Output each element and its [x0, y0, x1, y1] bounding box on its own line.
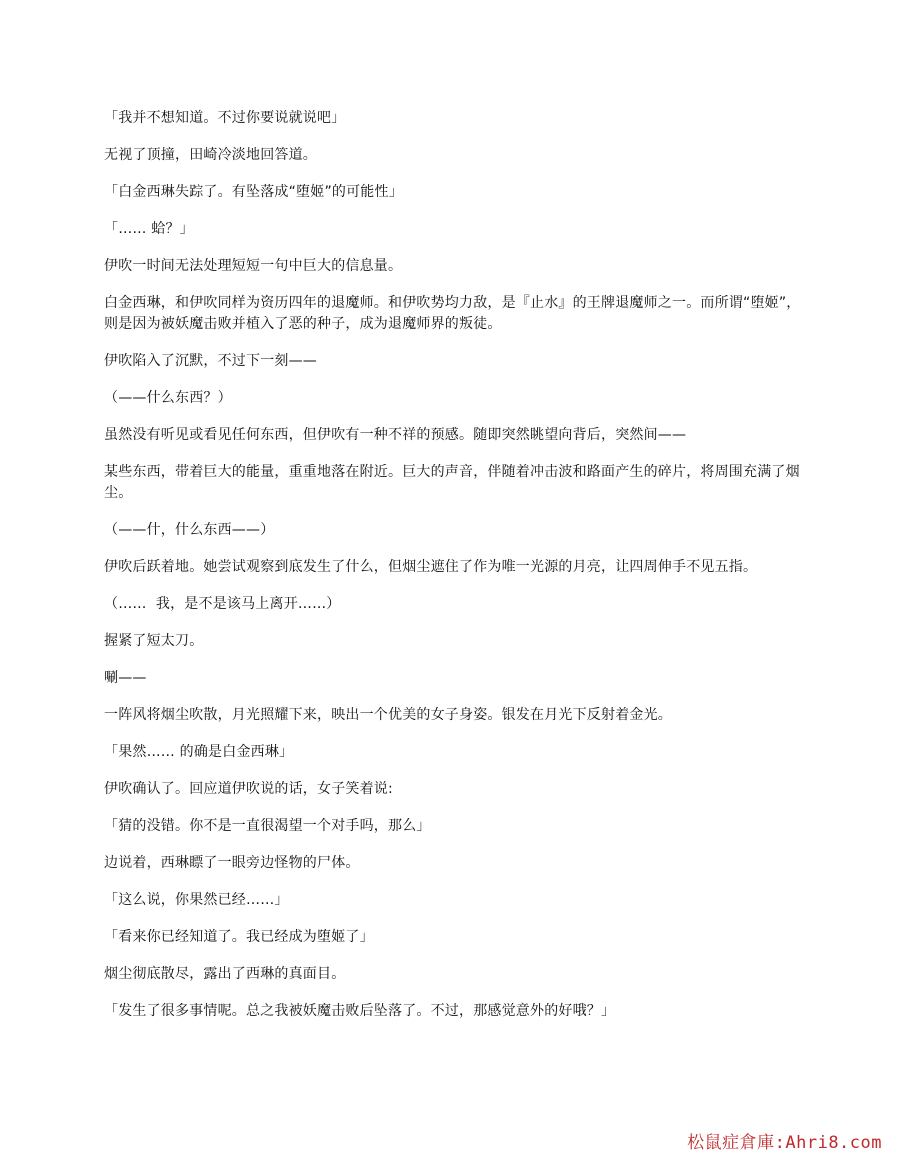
paragraph: 唰—— — [104, 670, 147, 686]
paragraph: 伊吹陷入了沉默，不过下一刻—— — [104, 353, 317, 369]
paragraph: 伊吹后跃着地。她尝试观察到底发生了什么，但烟尘遮住了作为唯一光源的月亮，让四周伸手不见五指。 — [104, 559, 758, 575]
paragraph: 「这么说，你果然已经……」 — [104, 892, 289, 908]
paragraph: （——什，什么东西——） — [104, 522, 275, 538]
paragraph: 「果然…… 的确是白金西琳」 — [104, 744, 294, 760]
paragraph: 伊吹确认了。回应道伊吹说的话，女子笑着说: — [104, 781, 393, 797]
paragraph: （——什么东西？） — [104, 390, 232, 406]
watermark: 松鼠症倉庫:Ahri8.com — [687, 1133, 882, 1153]
paragraph: 边说着，西琳瞟了一眼旁边怪物的尸体。 — [104, 855, 360, 871]
paragraph: 握紧了短太刀。 — [104, 633, 204, 649]
paragraph: 「我并不想知道。不过你要说就说吧」 — [104, 110, 346, 126]
paragraph: （…… 我，是不是该马上离开……） — [104, 596, 341, 612]
paragraph: 「发生了很多事情呢。总之我被妖魔击败后坠落了。不过，那感觉意外的好哦？」 — [104, 1003, 616, 1019]
paragraph: 「…… 蛤？」 — [104, 221, 194, 237]
paragraph: 「白金西琳失踪了。有坠落成“堕姬”的可能性」 — [104, 184, 403, 200]
paragraph: 伊吹一时间无法处理短短一句中巨大的信息量。 — [104, 258, 403, 274]
paragraph: 白金西琳，和伊吹同样为资历四年的退魔师。和伊吹势均力敌，是『止水』的王牌退魔师之一。而所谓“堕姬”，则是因为被妖魔击败并植入了恶的种子，成为退魔师界的叛徒。 — [104, 295, 801, 332]
paragraph: 虽然没有听见或看见任何东西，但伊吹有一种不祥的预感。随即突然眺望向背后，突然间—— — [104, 427, 687, 443]
paragraph: 无视了顶撞，田崎冷淡地回答道。 — [104, 147, 317, 163]
paragraph: 某些东西，带着巨大的能量，重重地落在附近。巨大的声音，伴随着冲击波和路面产生的碎片，将周围充满了烟尘。 — [104, 464, 800, 501]
paragraph: 「猜的没错。你不是一直很渴望一个对手吗，那么」 — [104, 818, 431, 834]
paragraph: 「看来你已经知道了。我已经成为堕姬了」 — [104, 929, 374, 945]
paragraph: 烟尘彻底散尽，露出了西琳的真面目。 — [104, 966, 346, 982]
paragraph: 一阵风将烟尘吹散，月光照耀下来，映出一个优美的女子身姿。银发在月光下反射着金光。 — [104, 707, 672, 723]
document-body — [104, 108, 804, 1038]
